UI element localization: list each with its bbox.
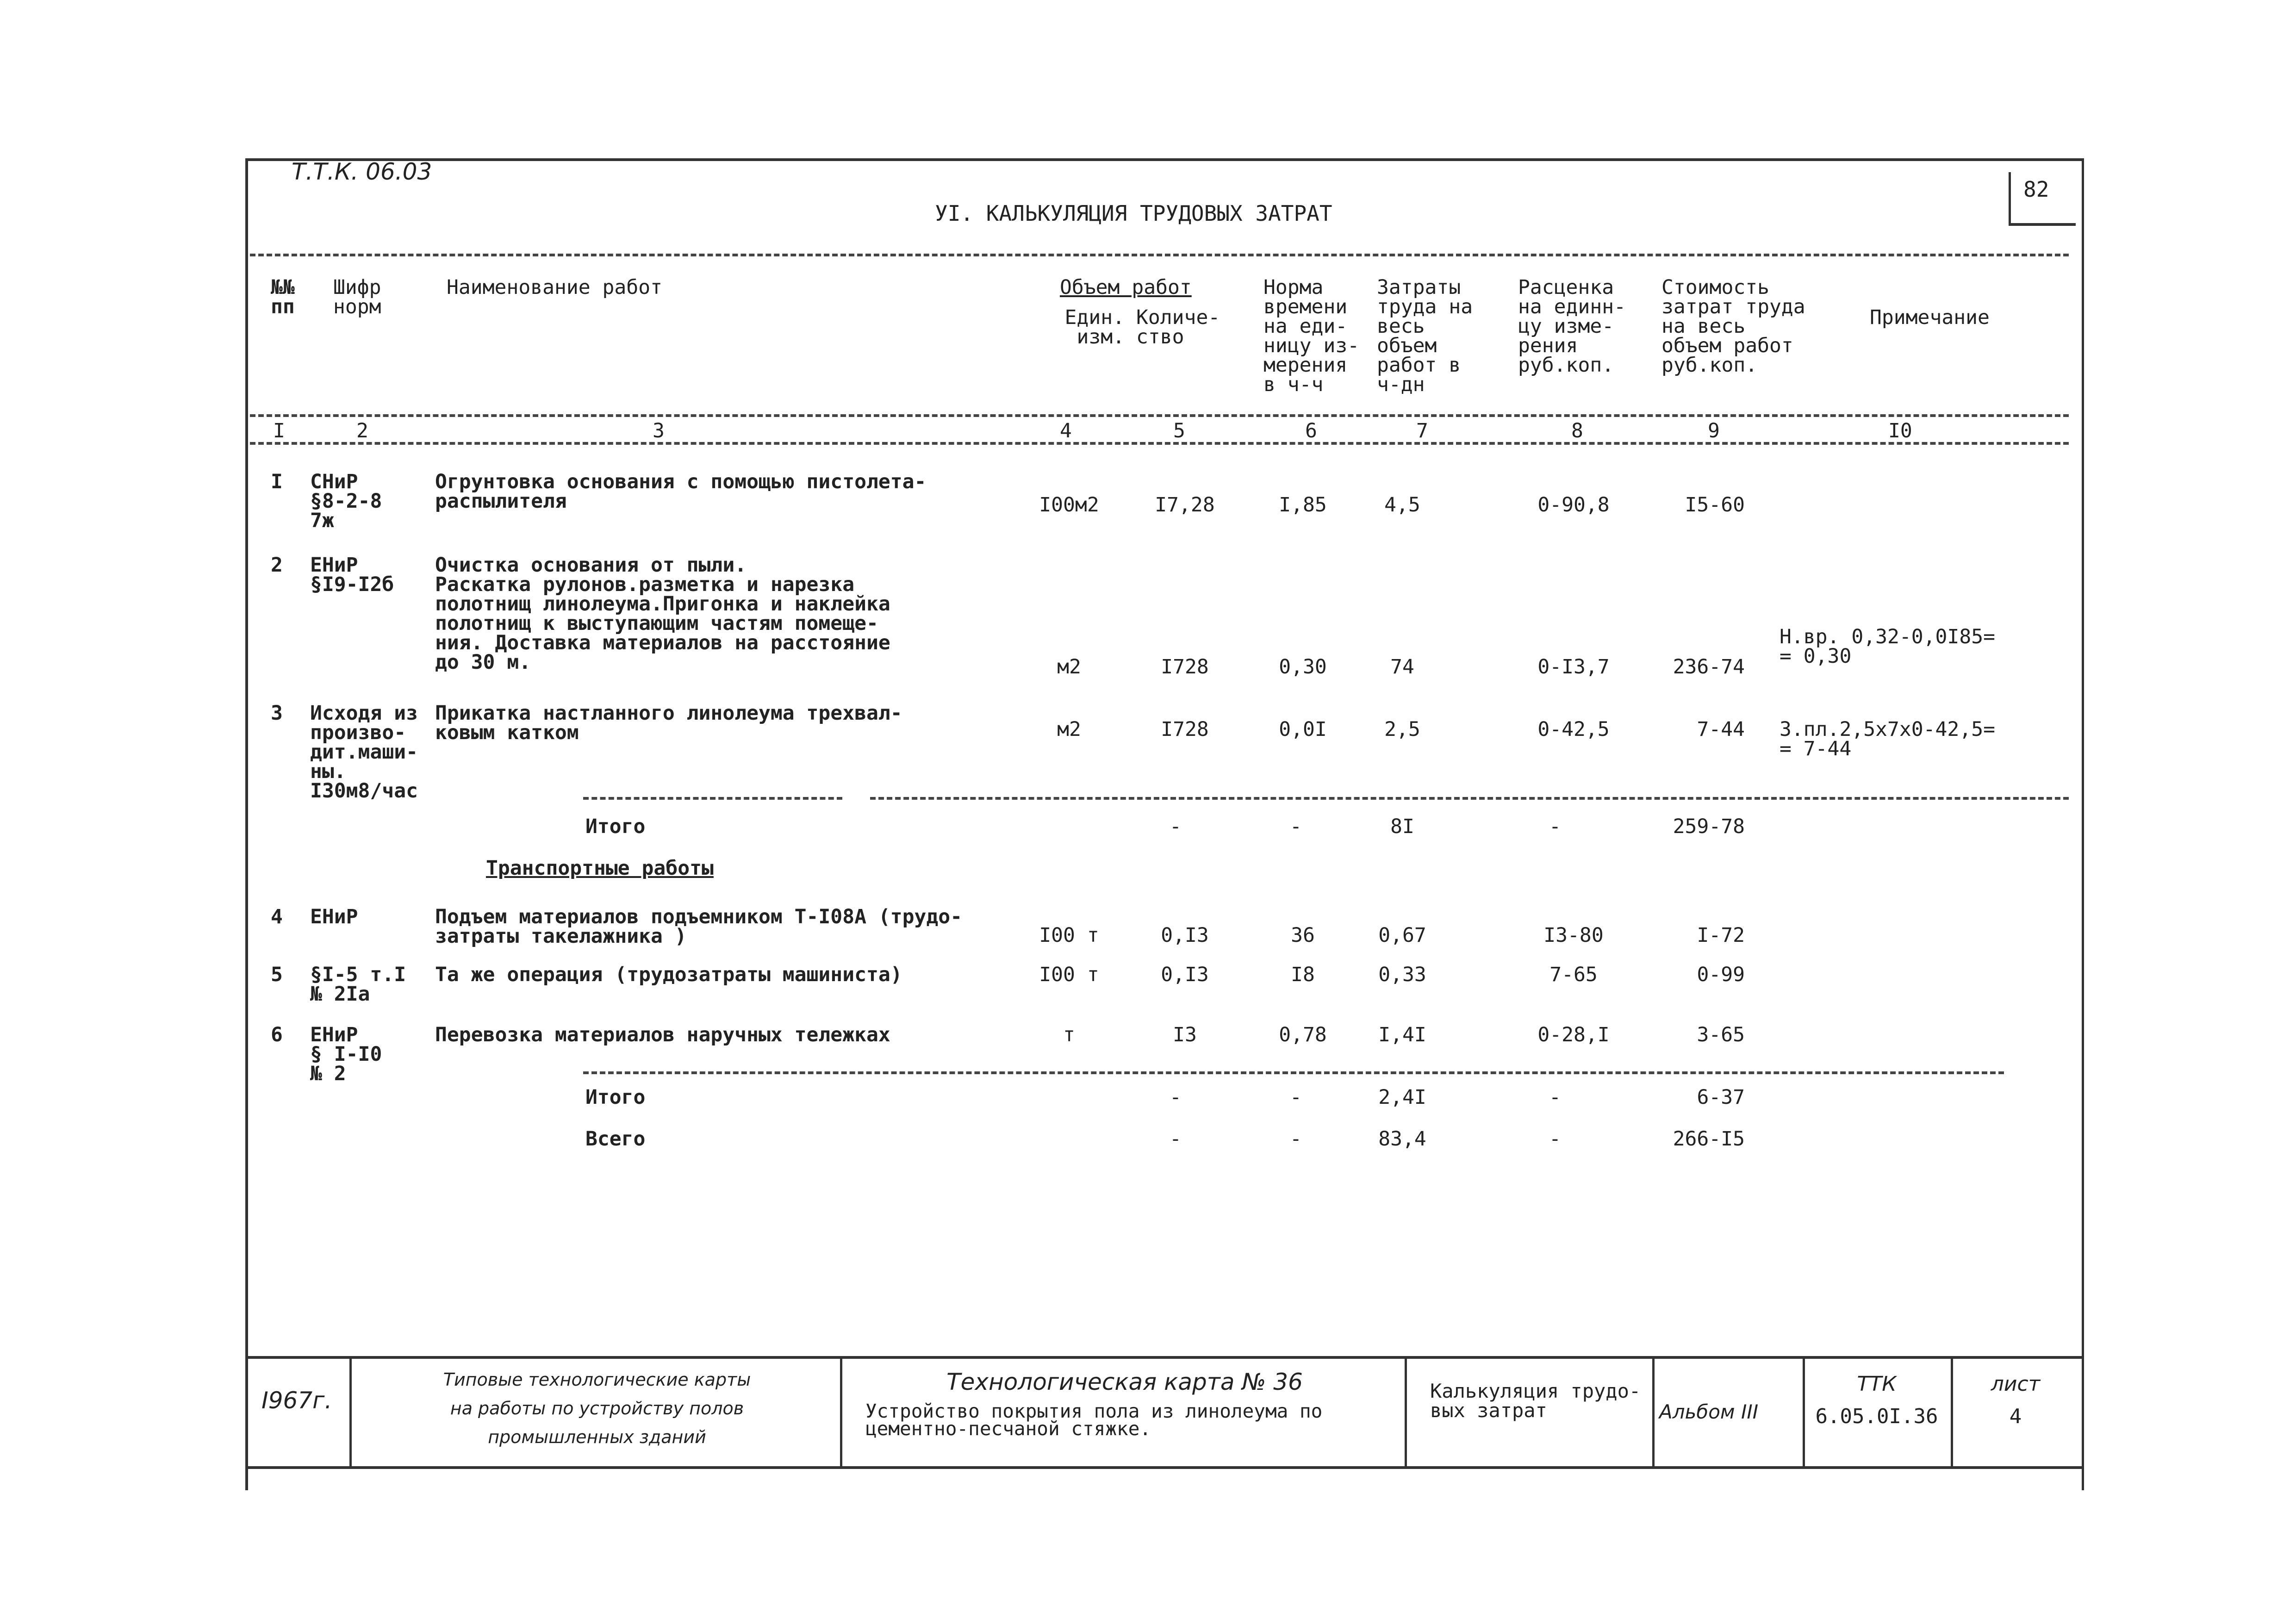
column-number: I0 — [1888, 419, 1912, 442]
row-norm: 0,30 — [1279, 655, 1327, 678]
transport-row-cost: 3-65 — [1697, 1023, 1745, 1046]
column-number: 5 — [1173, 419, 1185, 442]
transport-row-labor: I,4I — [1378, 1023, 1426, 1046]
subtotal-rate: - — [1549, 815, 1561, 838]
row-labor: 4,5 — [1384, 493, 1420, 516]
transport-row-name: Подъем материалов подъемником Т-I08А (трудо- затраты такелажника ) — [435, 905, 963, 948]
footer-sheet: 4 — [2009, 1405, 2022, 1428]
footer-ttk-code: 6.05.0I.36 — [1815, 1405, 1938, 1428]
footer-section: Калькуляция трудо- вых затрат — [1430, 1380, 1641, 1422]
header-norm: Норма времени на еди- ницу из- мерения в ч-ч — [1263, 276, 1360, 396]
header-code: Шифр норм — [333, 276, 381, 318]
subtotal-cost: 259-78 — [1673, 815, 1745, 838]
transport-row-qty: I3 — [1173, 1023, 1197, 1046]
row-cost: I5-60 — [1685, 493, 1745, 516]
header-bottom-rule — [250, 442, 2069, 445]
header-cost: Стоимость затрат труда на весь объем работ руб.коп. — [1661, 276, 1805, 377]
column-number: 2 — [356, 419, 368, 442]
transport-row-cost: I-72 — [1697, 924, 1745, 947]
row-unit: м2 — [1057, 655, 1081, 678]
column-number: 6 — [1305, 419, 1317, 442]
total-rate: - — [1549, 1127, 1561, 1151]
row-code: ЕНиР §I9-I2б — [310, 554, 394, 596]
transport-row-qty: 0,I3 — [1161, 924, 1209, 947]
column-number: 3 — [653, 419, 665, 442]
header-num: №№ пп — [271, 276, 295, 318]
subtotal2-unit: - — [1170, 1086, 1182, 1109]
titleblock-divider-3 — [1405, 1356, 1407, 1469]
transport-row-norm: 36 — [1291, 924, 1315, 947]
page-title: УI. КАЛЬКУЛЯЦИЯ ТРУДОВЫХ ЗАТРАТ — [935, 201, 1332, 226]
row-cost: 236-74 — [1673, 655, 1745, 678]
transport-row-name: Перевозка материалов наручных тележках — [435, 1023, 890, 1046]
header-qty: Количе- ство — [1136, 306, 1220, 348]
titleblock-divider-5 — [1803, 1356, 1805, 1469]
column-number: I — [273, 419, 285, 442]
column-number: 9 — [1708, 419, 1720, 442]
page-number: 82 — [2023, 177, 2049, 202]
transport-subtotal-rule — [583, 1071, 2004, 1074]
transport-row-unit: т — [1063, 1023, 1075, 1046]
column-number: 4 — [1060, 419, 1072, 442]
row-name: Очистка основания от пыли. Раскатка рулонов.разметка и нарезка полотнищ линолеума.Пригонка и наклейка полотнищ к выступающим частям помеще- ния. Доставка материалов на расстояние до 30 м. — [435, 554, 890, 674]
titleblock-bottom-rule — [245, 1466, 2083, 1469]
transport-row-norm: I8 — [1291, 963, 1315, 986]
transport-row-name: Та же операция (трудозатраты машиниста) — [435, 963, 902, 986]
row-note: 3.пл.2,5х7х0-42,5= = 7-44 — [1780, 718, 1995, 760]
transport-row-rate: I3-80 — [1543, 924, 1604, 947]
header-volume: Объем работ — [1060, 276, 1192, 299]
subtotal-rule-left — [583, 797, 842, 800]
header-note: Примечание — [1870, 306, 1990, 329]
doc-code: Т.Т.К. 06.03 — [292, 158, 432, 185]
row-norm: I,85 — [1279, 493, 1327, 516]
header-name: Наименование работ — [447, 276, 662, 299]
transport-row-code: ЕНиР § I-I0 № 2 — [310, 1023, 382, 1085]
titleblock-divider-2 — [840, 1356, 842, 1469]
footer-card-title: Технологическая карта № 36 — [946, 1369, 1303, 1395]
row-cost: 7-44 — [1697, 718, 1745, 741]
row-note: Н.вр. 0,32-0,0I85= = 0,30 — [1780, 625, 1995, 668]
row-norm: 0,0I — [1279, 718, 1327, 741]
subtotal2-cost: 6-37 — [1697, 1086, 1745, 1109]
row-name: Огрунтовка основания с помощью пистолета- распылителя — [435, 470, 927, 513]
transport-row-unit: I00 т — [1039, 963, 1099, 986]
transport-row-unit: I00 т — [1039, 924, 1099, 947]
titleblock-divider-1 — [349, 1356, 352, 1469]
footer-year: I967г. — [261, 1387, 332, 1414]
header-labor: Затраты труда на весь объем работ в ч-дн — [1377, 276, 1473, 396]
footer-sheet-label: лист — [1991, 1372, 2041, 1396]
row-name: Прикатка настланного линолеума трехвал- ковым катком — [435, 702, 902, 744]
subtotal2-rate: - — [1549, 1086, 1561, 1109]
titleblock-top-rule — [245, 1356, 2083, 1359]
transport-row-labor: 0,33 — [1378, 963, 1426, 986]
row-rate: 0-42,5 — [1537, 718, 1610, 741]
subtotal2-label: Итого — [585, 1086, 646, 1109]
header-mid-rule — [250, 414, 2069, 417]
transport-row-qty: 0,I3 — [1161, 963, 1209, 986]
row-labor: 2,5 — [1384, 718, 1420, 741]
section-transport: Транспортные работы — [486, 857, 714, 880]
header-rate: Расценка на единн- цу изме- рения руб.коп. — [1518, 276, 1626, 377]
transport-row-norm: 0,78 — [1279, 1023, 1327, 1046]
total-qty: - — [1290, 1127, 1302, 1151]
transport-row-rate: 0-28,I — [1537, 1023, 1610, 1046]
column-number: 7 — [1416, 419, 1428, 442]
row-labor: 74 — [1390, 655, 1414, 678]
subtotal2-qty: - — [1290, 1086, 1302, 1109]
subtotal-unit: - — [1170, 815, 1182, 838]
row-number: 2 — [271, 554, 283, 577]
footer-card-desc: Устройство покрытия пола из линолеума по цементно-песчаной стяжке. — [865, 1400, 1323, 1440]
subtotal2-labor: 2,4I — [1378, 1086, 1426, 1109]
row-rate: 0-90,8 — [1537, 493, 1610, 516]
transport-row-number: 5 — [271, 963, 283, 986]
transport-row-number: 6 — [271, 1023, 283, 1046]
total-unit: - — [1170, 1127, 1182, 1151]
header-unit: Един. изм. — [1064, 306, 1125, 348]
transport-row-rate: 7-65 — [1549, 963, 1598, 986]
footer-series: Типовые технологические карты на работы по устройству полов промышленных зданий — [443, 1369, 751, 1447]
row-qty: I728 — [1161, 718, 1209, 741]
transport-row-labor: 0,67 — [1378, 924, 1426, 947]
row-number: 3 — [271, 702, 283, 725]
titleblock-divider-6 — [1951, 1356, 1953, 1469]
row-code: СНиР §8-2-8 7ж — [310, 470, 382, 532]
transport-row-cost: 0-99 — [1697, 963, 1745, 986]
column-number: 8 — [1571, 419, 1583, 442]
row-unit: I00м2 — [1039, 493, 1099, 516]
footer-ttk-label: ТТК — [1857, 1372, 1897, 1396]
row-unit: м2 — [1057, 718, 1081, 741]
transport-row-code: §I-5 т.I № 2Iа — [310, 963, 406, 1006]
row-code: Исходя из произво- дит.маши- ны. I30м8/час — [310, 702, 418, 803]
transport-row-code: ЕНиР — [310, 905, 358, 928]
subtotal-label: Итого — [585, 815, 646, 838]
row-rate: 0-I3,7 — [1537, 655, 1610, 678]
footer-album: Альбом III — [1659, 1400, 1759, 1423]
row-qty: I7,28 — [1155, 493, 1215, 516]
subtotal-rule-right — [870, 797, 2069, 800]
header-top-rule — [250, 254, 2069, 256]
total-label: Всего — [585, 1127, 646, 1151]
total-cost: 266-I5 — [1673, 1127, 1745, 1151]
subtotal-qty: - — [1290, 815, 1302, 838]
subtotal-labor: 8I — [1390, 815, 1414, 838]
row-qty: I728 — [1161, 655, 1209, 678]
row-number: I — [271, 470, 283, 493]
total-labor: 83,4 — [1378, 1127, 1426, 1151]
titleblock-divider-4 — [1652, 1356, 1655, 1469]
transport-row-number: 4 — [271, 905, 283, 928]
